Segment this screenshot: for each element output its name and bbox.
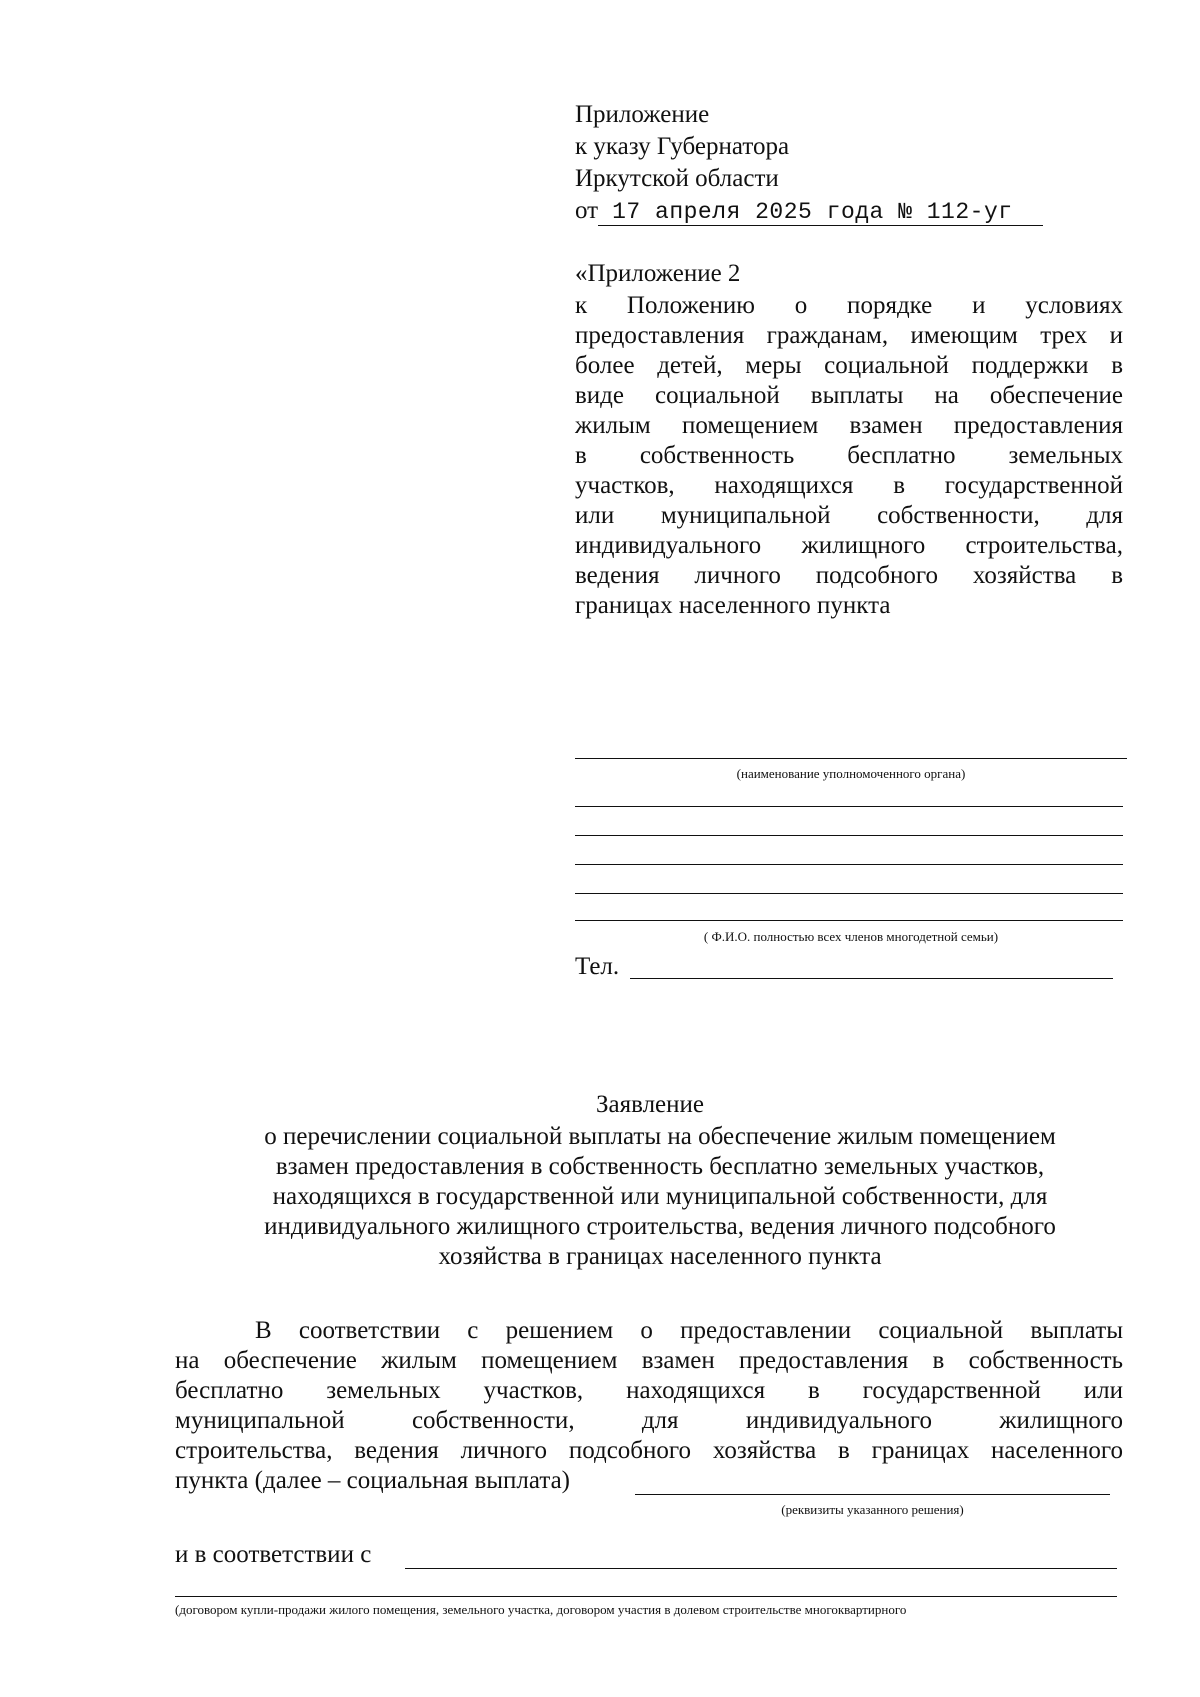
appendix2-line: границах населенного пункта	[575, 592, 891, 619]
statement-body	[175, 1316, 1123, 1466]
subtitle-line: о перечислении социальной выплаты на обеспечение жилым помещением	[264, 1123, 1056, 1150]
subtitle-line: взамен предоставления в собственность бесплатно земельных участков,	[275, 1153, 1045, 1180]
contract-caption: (договором купли-продажи жилого помещения, земельного участка, договором участия в долевом строительстве многоквартирного	[175, 1602, 907, 1617]
appendix2-line: или муниципальной собственности, для	[575, 502, 1123, 529]
subtitle-line: находящихся в государственной или муниципальной собственности, для	[272, 1183, 1048, 1210]
appendix2-line: более детей, меры социальной поддержки в	[575, 352, 1123, 379]
appendix2-title: «Приложение 2	[575, 260, 741, 287]
appendix2-text	[575, 291, 1123, 621]
family-name-field-5[interactable]	[575, 920, 1123, 921]
decree-date-number: 17 апреля 2025 года № 112-уг	[598, 199, 1042, 226]
authority-caption: (наименование уполномоченного органа)	[736, 766, 966, 781]
body-line: на обеспечение жилым помещением взамен предоставления в собственность	[175, 1347, 1123, 1374]
subtitle-line: индивидуального жилищного строительства, ведения личного подсобного	[264, 1213, 1056, 1240]
family-name-field-1[interactable]	[575, 806, 1123, 807]
appendix-line-3: Иркутской области	[575, 165, 779, 192]
body-line: муниципальной собственности, для индивидуального жилищного	[175, 1407, 1123, 1434]
date-prefix: от	[575, 197, 599, 224]
appendix-date-line	[575, 196, 1043, 226]
appendix2-line: предоставления гражданам, имеющим трех и	[575, 322, 1123, 349]
decision-caption: (реквизиты указанного решения)	[781, 1502, 964, 1517]
phone-label: Тел.	[575, 953, 620, 980]
appendix2-line: в собственность бесплатно земельных	[575, 442, 1123, 469]
body-line: строительства, ведения личного подсобного хозяйства в границах населенного	[175, 1437, 1123, 1464]
accordance-field-1[interactable]	[405, 1568, 1117, 1569]
appendix2-line: жилым помещением взамен предоставления	[575, 412, 1123, 439]
appendix-line-2: к указу Губернатора	[575, 133, 790, 160]
accordance-field-2[interactable]	[175, 1596, 1117, 1597]
body-line: бесплатно земельных участков, находящихся в государственной или	[175, 1377, 1123, 1404]
appendix2-line: индивидуального жилищного строительства,	[575, 532, 1123, 559]
appendix2-line: виде социальной выплаты на обеспечение	[575, 382, 1123, 409]
appendix2-line: к Положению о порядке и условиях	[575, 292, 1123, 319]
accordance-text: и в соответствии с	[175, 1541, 372, 1568]
family-name-field-4[interactable]	[575, 893, 1123, 894]
decision-details-field[interactable]	[635, 1494, 1110, 1495]
appendix-line-1: Приложение	[575, 101, 710, 128]
family-name-field-2[interactable]	[575, 835, 1123, 836]
subtitle-line: хозяйства в границах населенного пункта	[438, 1243, 882, 1270]
phone-field[interactable]	[630, 978, 1113, 979]
family-name-field-3[interactable]	[575, 864, 1123, 865]
statement-title: Заявление	[595, 1091, 705, 1118]
social-payment-line: пункта (далее – социальная выплата)	[175, 1467, 571, 1494]
appendix2-line: ведения личного подсобного хозяйства в	[575, 562, 1123, 589]
body-line: В соответствии с решением о предоставлении социальной выплаты	[255, 1317, 1123, 1344]
authority-name-field[interactable]	[575, 758, 1127, 759]
statement-subtitle	[0, 1122, 1200, 1272]
family-caption: ( Ф.И.О. полностью всех членов многодетной семьи)	[703, 929, 999, 944]
appendix2-line: участков, находящихся в государственной	[575, 472, 1123, 499]
